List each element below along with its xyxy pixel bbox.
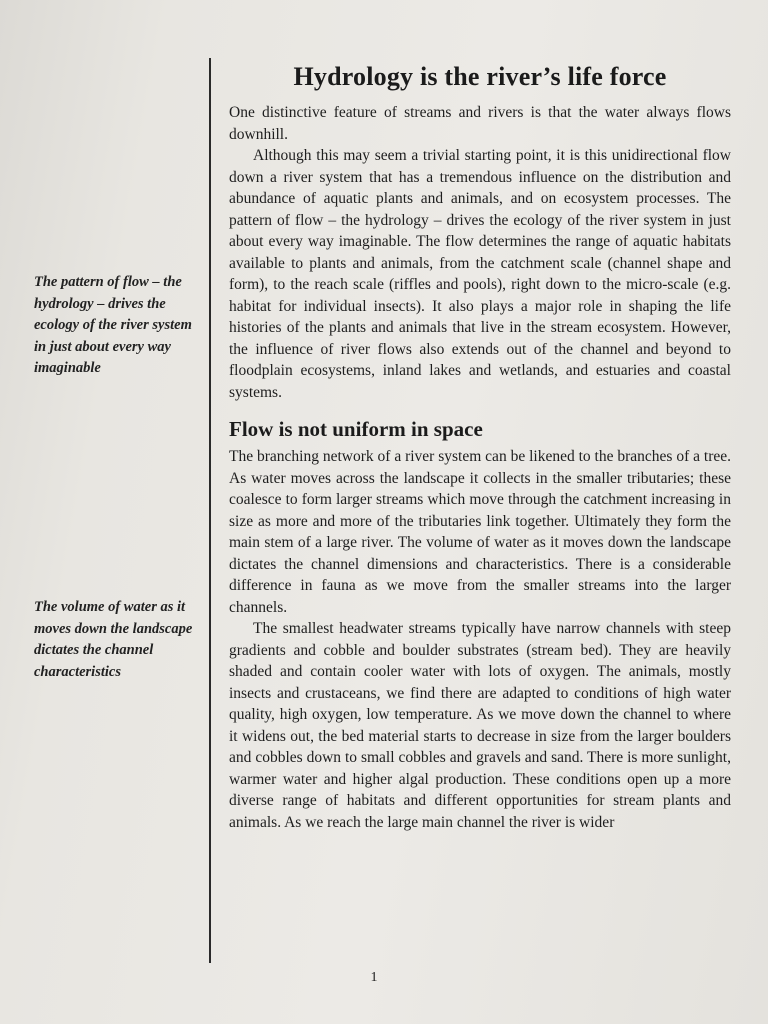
paragraph-headwater-streams: The smallest headwater streams typically have narrow channels with steep gradients and cobble and boulder substrates (stream bed). They are heavily shaded and contain cooler water with lots of oxygen. The animals, mostly insects and crustaceans, we find there are adapted to conditions of high water quality, high oxygen, low temperature. As we move down the channel to where it widens out, the bed material starts to decrease in size from the larger boulders and cobbles down to small cobbles and gravels and sand. There is more sunlight, warmer water and higher algal production. These conditions open up a more diverse range of habitats and different opportunities for stream plants and animals. As we reach the large main channel the river is wider [229, 620, 731, 831]
section-heading-flow-space: Flow is not uniform in space [229, 417, 483, 441]
paragraph-intro: One distinctive feature of streams and rivers is that the water always flows downhill. [229, 104, 731, 143]
paragraph-branching-network: The branching network of a river system can be likened to the branches of a tree. As water moves across the landscape it collects in the smaller tributaries; these coalesce to form larger streams which move through the catchment increasing in size as more and more of the tributaries link together. Ultimately they form the main stem of a large river. The volume of water as it moves down the landscape dictates the channel dimensions and characteristics. There is a considerable difference in fauna as we move from the smaller streams into the larger channels. [229, 448, 731, 616]
margin-note-volume: The volume of water as it moves down the landscape dictates the channel characteristics [34, 599, 193, 680]
margin-note-hydrology: The pattern of flow – the hydrology – drives the ecology of the river system in just about every way imaginable [34, 274, 192, 376]
page-number: 1 [370, 970, 378, 985]
column-divider [209, 58, 211, 963]
section-heading-hydrology: Hydrology is the river’s life force [293, 62, 667, 91]
paragraph-unidirectional-flow: Although this may seem a trivial starting point, it is this unidirectional flow down a river system that has a tremendous influence on the distribution and abundance of aquatic plants and animals, and on ecosystem processes. The pattern of flow – the hydrology – drives the ecology of the river system in just about every way imaginable. The flow determines the range of aquatic habitats available to plants and animals, from the catchment scale (channel shape and form), to the reach scale (riffles and pools), right down to the micro-scale (e.g. habitat for individual insects). It also plays a major role in shaping the life histories of the plants and animals that live in the stream ecosystem. However, the influence of river flows also extends out of the channel and beyond to floodplain ecosystems, inland lakes and wetlands, and estuaries and coastal systems. [229, 147, 731, 401]
main-column [229, 62, 731, 833]
